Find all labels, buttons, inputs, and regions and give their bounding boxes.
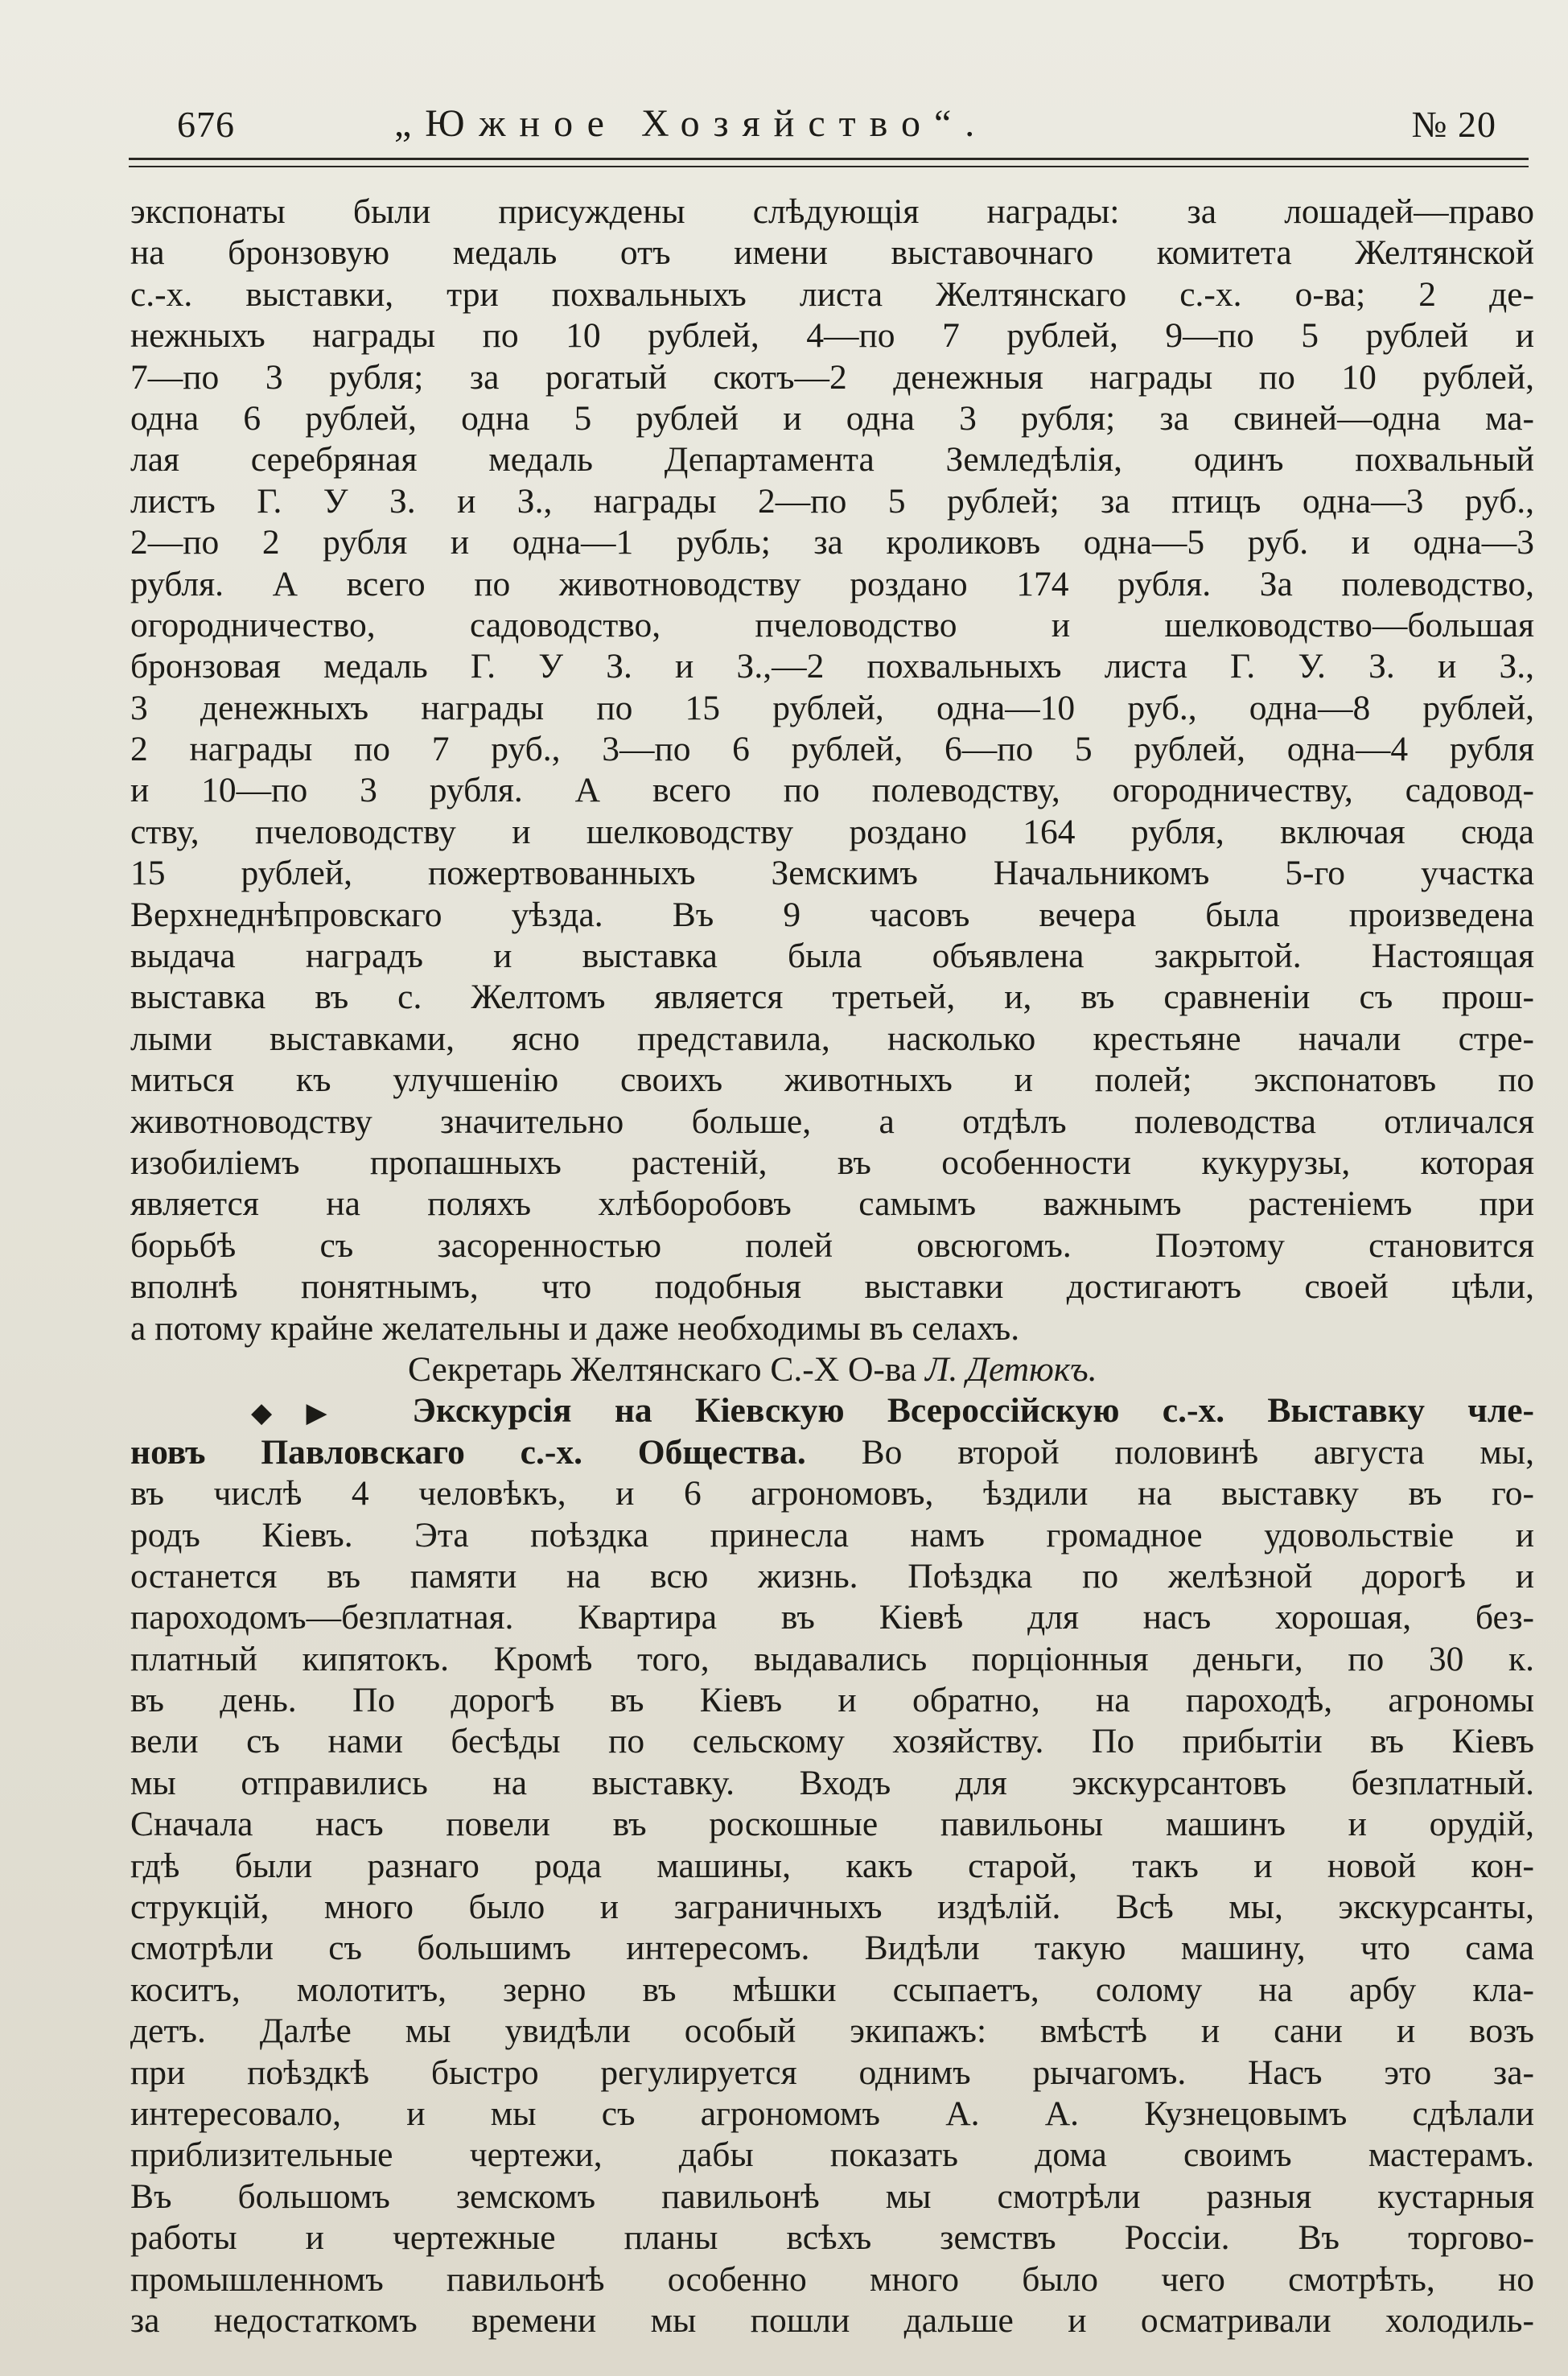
- text-line: коситъ, молотитъ, зерно въ мѣшки ссыпаетъ, солому на арбу кла-: [130, 1970, 1534, 2009]
- text-line: животноводству значительно больше, а отдѣлъ полеводства отличался: [130, 1102, 1534, 1141]
- text-line: одна 6 рублей, одна 5 рублей и одна 3 рубля; за свиней—одна ма-: [130, 398, 1534, 438]
- article-heading: Экскурсія на Кіевскую Всероссійскую с.-х. Выставку чле-: [412, 1391, 1534, 1431]
- text-line: выдача наградъ и выставка была объявлена закрытой. Настоящая: [130, 937, 1534, 976]
- text-line: мы отправились на выставку. Входъ для экскурсантовъ безплатный.: [130, 1763, 1534, 1802]
- text-line: при поѣздкѣ быстро регулируется однимъ рычагомъ. Насъ это за-: [130, 2053, 1534, 2092]
- text-line: останется въ памяти на всю жизнь. Поѣздка по желѣзной дорогѣ и: [130, 1556, 1534, 1596]
- text-line: Сначала насъ повели въ роскошные павильоны машинъ и орудій,: [130, 1805, 1534, 1844]
- text-line: промышленномъ павильонѣ особенно много было чего смотрѣть, но: [130, 2259, 1534, 2299]
- text-line: изобиліемъ пропашныхъ растеній, въ особенности кукурузы, которая: [130, 1143, 1534, 1182]
- article-heading-cont: новъ Павловскаго с.-х. Общества.: [130, 1432, 806, 1472]
- text-line: выставка въ с. Желтомъ является третьей, и, въ сравненіи съ прош-: [130, 978, 1534, 1017]
- text-line: лыми выставками, ясно представила, насколько крестьяне начали стре-: [130, 1019, 1534, 1058]
- text-line: приблизительные чертежи, дабы показать дома своимъ мастерамъ.: [130, 2135, 1534, 2175]
- text-line: а потому крайне желательны и даже необходимы въ селахъ.: [130, 1308, 1020, 1348]
- paragraph-awards: [130, 191, 1534, 1390]
- text-line: гдѣ были разнаго рода машины, какъ старой, такъ и новой кон-: [130, 1846, 1534, 1885]
- text-line: огородничество, садоводство, пчеловодство и шелководство—большая: [130, 605, 1534, 644]
- journal-title: „Южное Хозяйство“.: [394, 102, 989, 145]
- signature-line: [130, 1349, 1534, 1390]
- text-line: листъ Г. У З. и З., награды 2—по 5 рублей; за птицъ одна—3 руб.,: [130, 481, 1534, 521]
- text-line: 15 рублей, пожертвованныхъ Земскимъ Начальникомъ 5-го участка: [130, 854, 1534, 893]
- text-line: миться къ улучшенію своихъ животныхъ и полей; экспонатовъ по: [130, 1060, 1534, 1100]
- text-line: и 10—по 3 рубля. А всего по полеводству, огородничеству, садовод-: [130, 771, 1534, 810]
- text-line: на бронзовую медаль отъ имени выставочнаго комитета Желтянской: [130, 233, 1534, 273]
- text-line: бронзовая медаль Г. У З. и З.,—2 похвальныхъ листа Г. У. З. и З.,: [130, 647, 1534, 686]
- issue-number: № 20: [1411, 104, 1496, 145]
- article-text-start: Во второй половинѣ августа мы,: [861, 1432, 1534, 1472]
- header-rule-top: [129, 158, 1529, 160]
- running-header: [121, 95, 1521, 153]
- text-line: вели съ нами бесѣды по сельскому хозяйству. По прибытіи въ Кіевъ: [130, 1722, 1534, 1761]
- text-line: 2—по 2 рубля и одна—1 рубль; за кроликовъ одна—5 руб. и одна—3: [130, 523, 1534, 562]
- text-line: 7—по 3 рубля; за рогатый скотъ—2 денежныя награды по 10 рублей,: [130, 357, 1534, 397]
- text-line: Верхнеднѣпровскаго уѣзда. Въ 9 часовъ вечера была произведена: [130, 895, 1534, 934]
- body-text: [130, 191, 1534, 2341]
- text-line: пароходомъ—безплатная. Квартира въ Кіевѣ для насъ хорошая, без-: [130, 1598, 1534, 1637]
- text-line: 3 денежныхъ награды по 15 рублей, одна—10 руб., одна—8 рублей,: [130, 688, 1534, 727]
- text-line: платный кипятокъ. Кромѣ того, выдавались порціонныя деньги, по 30 к.: [130, 1639, 1534, 1678]
- text-line: вполнѣ понятнымъ, что подобныя выставки достигаютъ своей цѣли,: [130, 1267, 1534, 1307]
- text-line: рубля. А всего по животноводству роздано 174 рубля. За полеводство,: [130, 564, 1534, 603]
- text-line: ству, пчеловодству и шелководству роздано 164 рубля, включая сюда: [130, 812, 1534, 851]
- text-line: за недостаткомъ времени мы пошли дальше и осматривали холодиль-: [130, 2300, 1534, 2340]
- ornament-icon: ◆▶: [251, 1398, 362, 1429]
- text-line: Въ большомъ земскомъ павильонѣ мы смотрѣли разныя кустарныя: [130, 2176, 1534, 2216]
- text-line: въ числѣ 4 человѣкъ, и 6 агрономовъ, ѣздили на выставку въ го-: [130, 1474, 1534, 1513]
- text-line: смотрѣли съ большимъ интересомъ. Видѣли такую машину, что сама: [130, 1929, 1534, 1968]
- text-line: нежныхъ награды по 10 рублей, 4—по 7 рублей, 9—по 5 рублей и: [130, 316, 1534, 356]
- text-line: борьбѣ съ засоренностью полей овсюгомъ. Поэтому становится: [130, 1225, 1534, 1265]
- header-rule-bottom: [129, 166, 1529, 167]
- article-excursion: [130, 1390, 1534, 2341]
- text-line: с.-х. выставки, три похвальныхъ листа Желтянскаго с.-х. о-ва; 2 де-: [130, 274, 1534, 314]
- text-line: экспонаты были присуждены слѣдующія награды: за лошадей—право: [130, 192, 1534, 231]
- text-line: струкцій, много было и заграничныхъ издѣлій. Всѣ мы, экскурсанты,: [130, 1888, 1534, 1927]
- text-line: интересовало, и мы съ агрономомъ А. А. Кузнецовымъ сдѣлали: [130, 2094, 1534, 2133]
- text-line: въ день. По дорогѣ въ Кіевъ и обратно, на пароходѣ, агрономы: [130, 1681, 1534, 1720]
- text-line: 2 награды по 7 руб., 3—по 6 рублей, 6—по 5 рублей, одна—4 рубля: [130, 730, 1534, 769]
- text-line: работы и чертежные планы всѣхъ земствъ Россіи. Въ торгово-: [130, 2218, 1534, 2258]
- signature-title: Секретарь Желтянскаго С.-Х О-ва: [408, 1349, 917, 1389]
- text-line: родъ Кіевъ. Эта поѣздка принесла намъ громадное удовольствіе и: [130, 1515, 1534, 1554]
- article-heading-line: [130, 1432, 1534, 1473]
- text-line: является на поляхъ хлѣборобовъ самымъ важнымъ растеніемъ при: [130, 1184, 1534, 1224]
- text-line: детъ. Далѣе мы увидѣли особый экипажъ: вмѣстѣ и сани и возъ: [130, 2012, 1534, 2051]
- page-number: 676: [177, 104, 235, 145]
- article-heading-line: [130, 1390, 1534, 1431]
- text-line: лая серебряная медаль Департамента Земледѣлія, одинъ похвальный: [130, 440, 1534, 480]
- signature-author: Л. Детюкъ.: [925, 1349, 1097, 1389]
